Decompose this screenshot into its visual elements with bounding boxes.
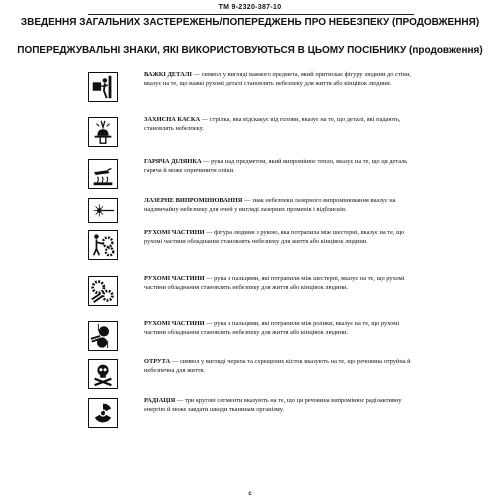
- moving-parts-rollers-icon: [88, 321, 118, 351]
- radiation-icon: [88, 398, 118, 428]
- warning-description: РУХОМІ ЧАСТИНИ — рука з пальцями, які потрапили між ролики, вказує на те, що рухомі частини обладнання становлять небезпеку для життя або кінцівок людини.: [144, 320, 400, 336]
- warning-description: ВАЖКІ ДЕТАЛІ — символ у вигляді важкого предмета, який притискає фігуру людини до стіни, вказує на те, що важкі рухомі деталі становлять небезпеку для життя або кінцівок людини.: [144, 71, 411, 87]
- poison-icon: [88, 359, 118, 389]
- laser-radiation-icon: [88, 198, 118, 223]
- moving-parts-gears-icon: [88, 276, 118, 306]
- page-number: c: [248, 491, 252, 497]
- page-title: ЗВЕДЕННЯ ЗАГАЛЬНИХ ЗАСТЕРЕЖЕНЬ/ПОПЕРЕДЖЕНЬ ПРО НЕБЕЗПЕКУ (ПРОДОВЖЕННЯ): [20, 17, 480, 28]
- warning-description: ЛАЗЕРНЕ ВИПРОМІНЮВАННЯ — знак небезпеки лазерного випромінювання вказує на надзвичайну небезпеку для очей у вигляді лазерних променів і відблисків.: [144, 197, 396, 213]
- hot-area-icon: [88, 159, 118, 189]
- section-title: ПОПЕРЕДЖУВАЛЬНІ ЗНАКИ, ЯКІ ВИКОРИСТОВУЮТЬСЯ В ЦЬОМУ ПОСІБНИКУ (продовження): [17, 45, 483, 56]
- moving-parts-figure-icon: [88, 230, 118, 260]
- header-rule: [88, 14, 414, 15]
- hard-hat-icon: [88, 117, 118, 147]
- warning-description: ЗАХИСНА КАСКА — стрілка, яка відскакує від голови, вказує на те, що деталі, які падають, становлять небезпеку.: [144, 116, 401, 132]
- warning-description: ОТРУТА — символ у вигляді черепа та схрещених кісток вказують на те, що речовина отруйна й небезпечна для життя.: [144, 358, 411, 374]
- document-code: TM 9-2320-387-10: [218, 4, 282, 11]
- warning-description: РАДІАЦІЯ — три кругові сегменти вказують на те, що ця речовина випромінює радіоактивну енергію й може завдати шкоди тканинам організму.: [144, 397, 402, 413]
- warning-description: ГАРЯЧА ДІЛЯНКА — рука над предметом, який випромінює тепло, вказує на те, що ця деталь гаряча й може спричинити опіки.: [144, 158, 408, 174]
- heavy-parts-icon: [88, 72, 118, 102]
- warning-description: РУХОМІ ЧАСТИНИ — фігура людини з рукою, яка потрапила між шестерні, вказує на те, що рухомі частини обладнання становлять небезпеку для життя або кінцівок людини.: [144, 229, 405, 245]
- warning-description: РУХОМІ ЧАСТИНИ — рука з пальцями, які потрапили між шестерні, вказує на те, що рухомі частини обладнання становлять небезпеку для життя або кінцівок людини.: [144, 275, 405, 291]
